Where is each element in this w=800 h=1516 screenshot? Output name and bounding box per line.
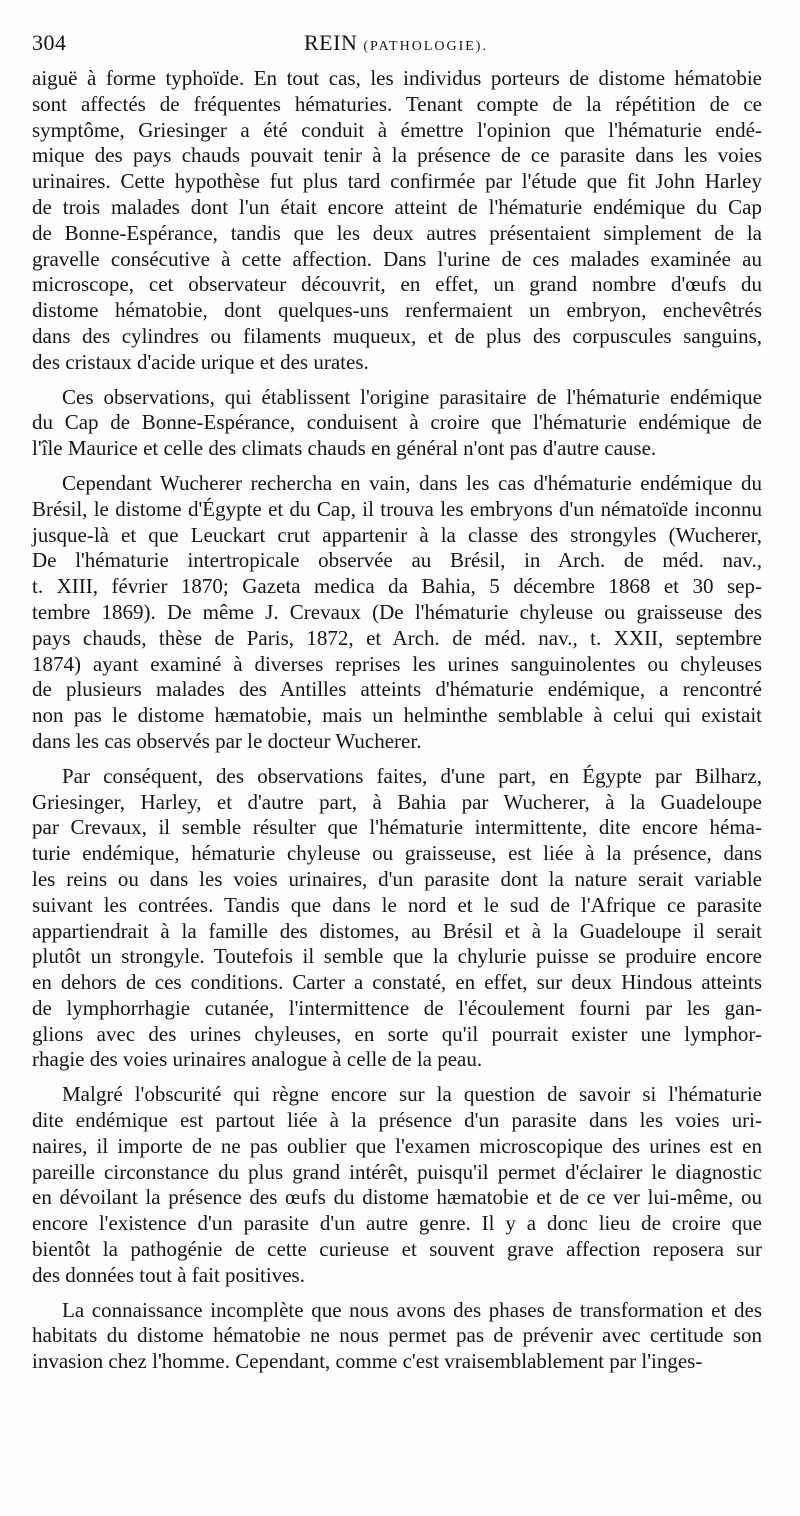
text-line: urinaires. Cette hypothèse fut plus tard confirmée par l'étude que fit John Harley [32, 169, 762, 194]
text-line: tembre 1869). De même J. Crevaux (De l'hématurie chyleuse ou graisseuse des [32, 599, 762, 624]
text-line: 1874) ayant examiné à diverses reprises les urines sanguinolentes ou chyleuses [32, 651, 762, 676]
running-title-main: REIN [304, 30, 358, 55]
text-line: suivant les contrées. Tandis que dans le nord et le sud de l'Afrique ce parasite [32, 892, 762, 917]
text-line: symptôme, Griesinger a été conduit à émettre l'opinion que l'hématurie endé- [32, 117, 762, 142]
text-line: gravelle consécutive à cette affection. Dans l'urine de ces malades examinée au [32, 246, 762, 271]
text-line: invasion chez l'homme. Cependant, comme c'est vraisemblablement par l'inges- [32, 1349, 703, 1374]
text-line: De l'hématurie intertropicale observée au Brésil, in Arch. de méd. nav., [32, 548, 762, 573]
text-line: mique des pays chauds pouvait tenir à la présence de ce parasite dans les voies [32, 143, 762, 168]
text-line: pareille circonstance du plus grand intérêt, puisqu'il permet d'éclairer le diagnostic [32, 1159, 762, 1184]
text-line: La connaissance incomplète que nous avons des phases de transformation et des [62, 1297, 762, 1322]
paragraph [32, 1298, 762, 1375]
text-line: des données tout à fait positives. [32, 1262, 305, 1287]
text-line: Par conséquent, des observations faites, d'une part, en Égypte par Bilharz, [62, 763, 762, 788]
text-line: dans les cas observés par le docteur Wucherer. [32, 728, 422, 753]
text-line: de plusieurs malades des Antilles atteints d'hématurie endémique, a rencontré [32, 677, 762, 702]
running-title [32, 28, 760, 62]
text-line: Ces observations, qui établissent l'origine parasitaire de l'hématurie endémique [62, 384, 762, 409]
text-line: glions avec des urines chyleuses, en sorte qu'il pourrait exister une lymphor- [32, 1021, 762, 1046]
text-line: plutôt un strongyle. Toutefois il semble que la chylurie puisse se produire encore [32, 944, 762, 969]
text-line: turie endémique, hématurie chyleuse ou graisseuse, est liée à la présence, dans [32, 841, 762, 866]
paragraph [32, 764, 762, 1074]
text-line: jusque-là et que Leuckart crut appartenir à la classe des strongyles (Wucherer, [32, 522, 762, 547]
paragraph [32, 1082, 762, 1288]
text-line: Brésil, le distome d'Égypte et du Cap, il trouva les embryons d'un nématoïde inconnu [32, 496, 762, 521]
text-line: appartiendrait à la famille des distomes, au Brésil et à la Guadeloupe il serait [32, 918, 762, 943]
text-line: du Cap de Bonne-Espérance, conduisent à croire que l'hématurie endémique de [32, 410, 762, 435]
text-line: l'île Maurice et celle des climats chauds en général n'ont pas d'autre cause. [32, 436, 657, 461]
text-line: pays chauds, thèse de Paris, 1872, et Arch. de méd. nav., t. XXII, septembre [32, 625, 762, 650]
text-line: par Crevaux, il semble résulter que l'hématurie intermittente, dite encore héma- [32, 815, 762, 840]
text-line: encore l'existence d'un parasite d'un autre genre. Il y a donc lieu de croire que [32, 1211, 762, 1236]
text-line: Griesinger, Harley, et d'autre part, à Bahia par Wucherer, à la Guadeloupe [32, 789, 762, 814]
text-line: de trois malades dont l'un était encore atteint de l'hématurie endémique du Cap [32, 194, 762, 219]
text-line: aiguë à forme typhoïde. En tout cas, les individus porteurs de distome hématobie [32, 66, 762, 90]
paragraph [32, 385, 762, 462]
text-line: dite endémique est partout liée à la présence d'un parasite dans les voies uri- [32, 1108, 762, 1133]
text-line: rhagie des voies urinaires analogue à celle de la peau. [32, 1047, 483, 1072]
text-line: des cristaux d'acide urique et des urates. [32, 349, 369, 374]
text-line: Malgré l'obscurité qui règne encore sur la question de savoir si l'hématurie [62, 1082, 762, 1107]
running-head [32, 28, 760, 58]
text-line: de Bonne-Espérance, tandis que les deux autres présentaient simplement de la [32, 220, 762, 245]
text-line: t. XIII, février 1870; Gazeta medica da Bahia, 5 décembre 1868 et 30 sep- [32, 574, 762, 599]
text-line: microscope, cet observateur découvrit, en effet, un grand nombre d'œufs du [32, 272, 762, 297]
body-text [32, 66, 762, 1375]
text-line: distome hématobie, dont quelques-uns renfermaient un embryon, enchevêtrés [32, 298, 762, 323]
page-number: 304 [32, 30, 67, 55]
paragraph [32, 66, 762, 376]
text-line: dans des cylindres ou filaments muqueux, et de plus des corpuscules sanguins, [32, 323, 762, 348]
text-line: en dévoilant la présence des œufs du distome hæmatobie et de ce ver lui-même, ou [32, 1185, 762, 1210]
text-line: en dehors de ces conditions. Carter a constaté, en effet, sur deux Hindous atteints [32, 970, 762, 995]
text-line: sont affectés de fréquentes hématuries. Tenant compte de la répétition de ce [32, 91, 762, 116]
paragraph [32, 471, 762, 755]
running-title-sub: (PATHOLOGIE). [363, 39, 488, 54]
text-line: de lymphorrhagie cutanée, l'intermittence de l'écoulement fourni par les gan- [32, 995, 762, 1020]
text-line: Cependant Wucherer rechercha en vain, dans les cas d'hématurie endémique du [62, 470, 762, 495]
text-line: naires, il importe de ne pas oublier que l'examen microscopique des urines est en [32, 1133, 762, 1158]
text-line: bientôt la pathogénie de cette curieuse et souvent grave affection reposera sur [32, 1237, 762, 1262]
text-line: non pas le distome hæmatobie, mais un helminthe semblable à celui qui existait [32, 703, 762, 728]
text-line: les reins ou dans les voies urinaires, d'un parasite dont la nature serait variable [32, 866, 762, 891]
text-line: habitats du distome hématobie ne nous permet pas de prévenir avec certitude son [32, 1323, 762, 1348]
